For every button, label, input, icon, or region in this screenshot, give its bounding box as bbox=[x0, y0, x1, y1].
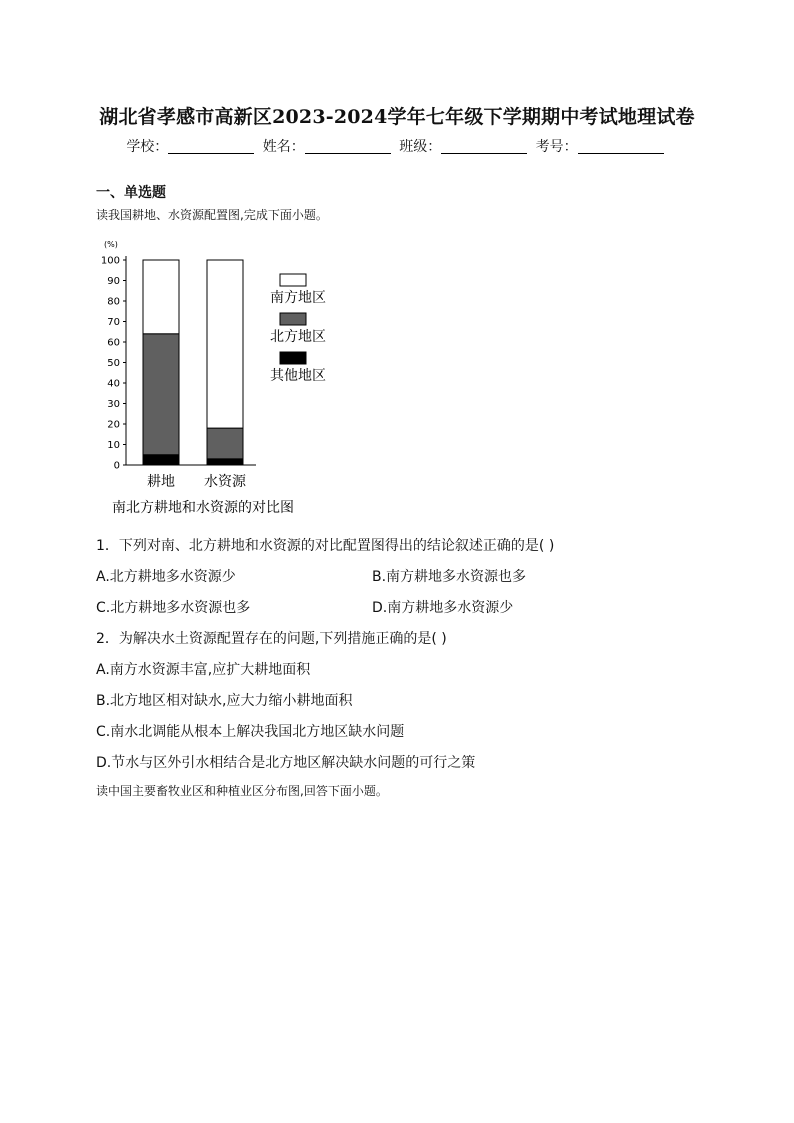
y-tick-label: 0 bbox=[113, 460, 120, 472]
bar-water-north bbox=[207, 428, 243, 459]
question-2 bbox=[96, 628, 447, 648]
q2-option-d: D.节水与区外引水相结合是北方地区解决缺水问题的可行之策 bbox=[96, 755, 476, 771]
stacked-bar-chart bbox=[96, 238, 356, 523]
school-blank[interactable] bbox=[168, 139, 254, 154]
bar-water-south bbox=[207, 260, 243, 428]
y-tick-label: 70 bbox=[107, 317, 120, 328]
question-1 bbox=[96, 535, 554, 555]
chart-container bbox=[96, 238, 356, 527]
name-blank[interactable] bbox=[305, 139, 391, 154]
legend-label: 南方地区 bbox=[270, 290, 326, 306]
question-1-number: 1． bbox=[96, 538, 119, 554]
q1-option-d: D.南方耕地多水资源少 bbox=[372, 600, 514, 616]
y-tick-label: 10 bbox=[107, 440, 120, 451]
y-tick-label: 90 bbox=[107, 276, 120, 287]
section-title: 一、单选题 bbox=[96, 185, 166, 201]
y-tick-label: 50 bbox=[107, 358, 120, 369]
bar-water-other bbox=[207, 459, 243, 465]
y-tick-label: 20 bbox=[107, 419, 120, 431]
bar-farmland-south bbox=[143, 260, 179, 334]
legend-label: 北方地区 bbox=[270, 329, 326, 345]
school-label: 学校： bbox=[126, 139, 169, 155]
legend-swatch bbox=[280, 274, 306, 286]
legend-label: 其他地区 bbox=[270, 368, 326, 384]
student-info-line bbox=[0, 136, 794, 156]
legend-swatch bbox=[280, 313, 306, 325]
y-axis-unit: (%) bbox=[104, 240, 118, 249]
q2-option-a: A.南方水资源丰富,应扩大耕地面积 bbox=[96, 662, 311, 678]
class-label: 班级： bbox=[399, 139, 442, 155]
exam-number-blank[interactable] bbox=[578, 139, 664, 154]
y-tick-label: 100 bbox=[100, 255, 120, 267]
y-tick-label: 60 bbox=[107, 337, 120, 349]
q1-option-b: B.南方耕地多水资源也多 bbox=[372, 569, 527, 585]
name-label: 姓名： bbox=[262, 139, 305, 155]
chart-title: 南北方耕地和水资源的对比图 bbox=[112, 500, 294, 516]
question-2-text: 为解决水土资源配置存在的问题,下列措施正确的是( ) bbox=[118, 631, 447, 647]
intro-text-2: 读中国主要畜牧业区和种植业区分布图,回答下面小题。 bbox=[96, 784, 388, 798]
intro-text-1: 读我国耕地、水资源配置图,完成下面小题。 bbox=[96, 208, 328, 222]
q2-option-c: C.南水北调能从根本上解决我国北方地区缺水问题 bbox=[96, 724, 405, 740]
q1-option-c: C.北方耕地多水资源也多 bbox=[96, 600, 251, 616]
y-tick-label: 40 bbox=[107, 378, 120, 390]
q1-option-a: A.北方耕地多水资源少 bbox=[96, 569, 236, 585]
y-tick-label: 30 bbox=[107, 399, 120, 410]
y-tick-label: 80 bbox=[107, 296, 120, 308]
legend-swatch bbox=[280, 352, 306, 364]
question-1-text: 下列对南、北方耕地和水资源的对比配置图得出的结论叙述正确的是( ) bbox=[118, 538, 555, 554]
bar-farmland-north bbox=[143, 334, 179, 455]
class-blank[interactable] bbox=[441, 139, 527, 154]
question-2-number: 2． bbox=[96, 631, 119, 647]
q2-option-b: B.北方地区相对缺水,应大力缩小耕地面积 bbox=[96, 693, 353, 709]
bar-farmland-other bbox=[143, 455, 179, 465]
x-tick-label: 耕地 bbox=[147, 474, 175, 490]
exam-number-label: 考号： bbox=[535, 139, 578, 155]
x-tick-label: 水资源 bbox=[204, 474, 246, 490]
exam-title: 湖北省孝感市高新区2023-2024学年七年级下学期期中考试地理试卷 bbox=[99, 106, 695, 128]
